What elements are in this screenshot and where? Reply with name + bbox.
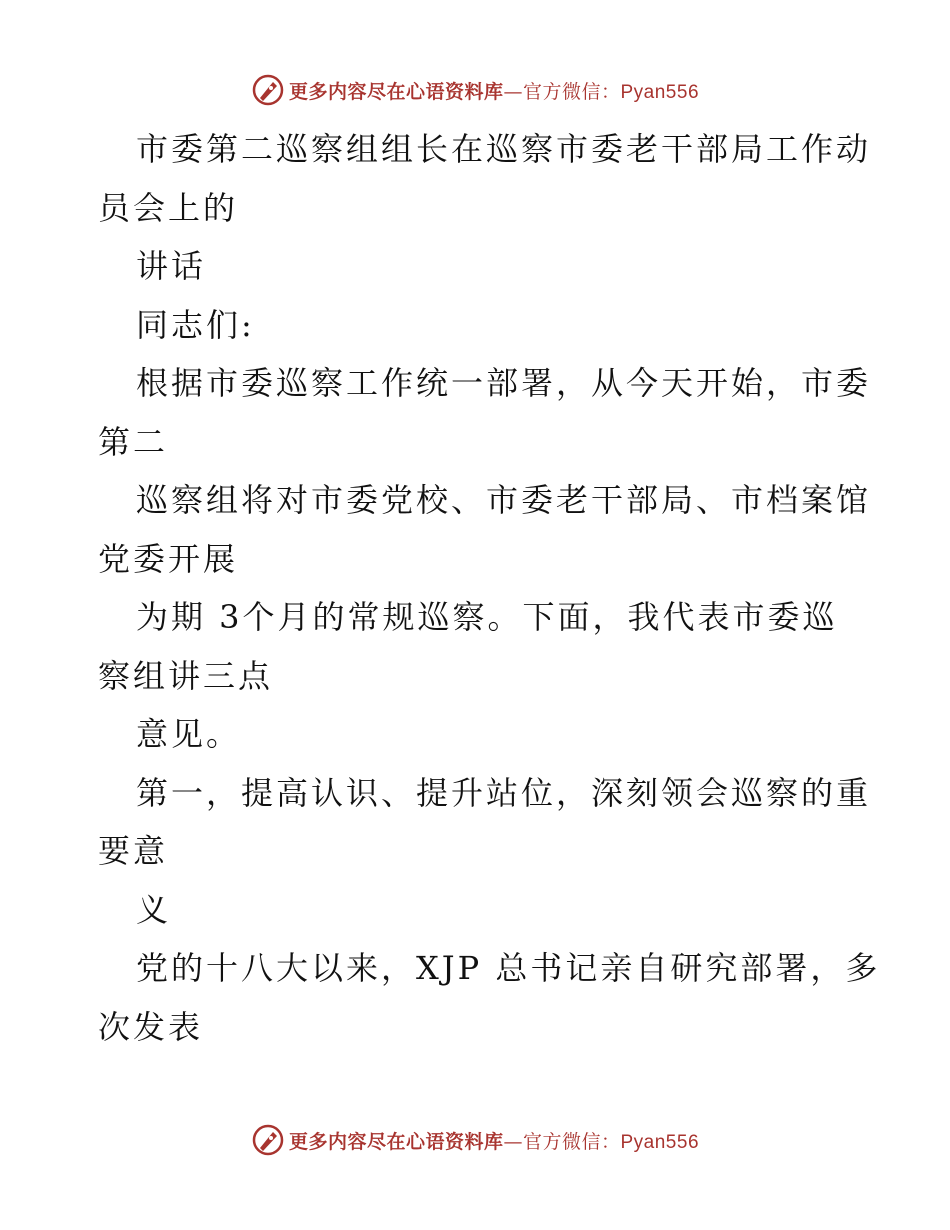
text-line: 市委第二巡察组组长在巡察市委老干部局工作动	[136, 130, 872, 168]
document-body	[98, 120, 881, 1056]
pen-nib-logo-icon	[251, 73, 285, 107]
text-line: 第二	[98, 422, 169, 461]
footer-watermark	[0, 1120, 950, 1160]
text-line: 次发表	[98, 1007, 204, 1046]
pen-nib-logo-icon	[251, 1123, 285, 1157]
text-line: 党委开展	[98, 539, 239, 578]
text-line: 党的十八大以来，XJP 总书记亲自研究部署，多	[136, 949, 881, 987]
text-line: 员会上的	[98, 188, 239, 227]
text-line: 讲话	[136, 247, 207, 285]
watermark-text: 更多内容尽在心语资料库—官方微信：Pyan556	[288, 80, 700, 103]
text-line: 察组讲三点	[98, 656, 274, 695]
text-line: 第一，提高认识、提升站位，深刻领会巡察的重	[136, 773, 872, 812]
text-line: 根据市委巡察工作统一部署，从今天开始，市委	[136, 364, 872, 402]
text-line: 同志们:	[136, 305, 255, 344]
header-watermark	[0, 70, 950, 110]
text-line: 义	[136, 890, 172, 929]
text-line: 巡察组将对市委党校、市委老干部局、市档案馆	[136, 481, 872, 519]
watermark-text: 更多内容尽在心语资料库—官方微信：Pyan556	[288, 1130, 700, 1153]
text-line: 为期 3个月的常规巡察。下面，我代表市委巡	[136, 598, 838, 636]
text-line: 意见。	[136, 715, 242, 753]
text-line: 要意	[98, 832, 169, 870]
